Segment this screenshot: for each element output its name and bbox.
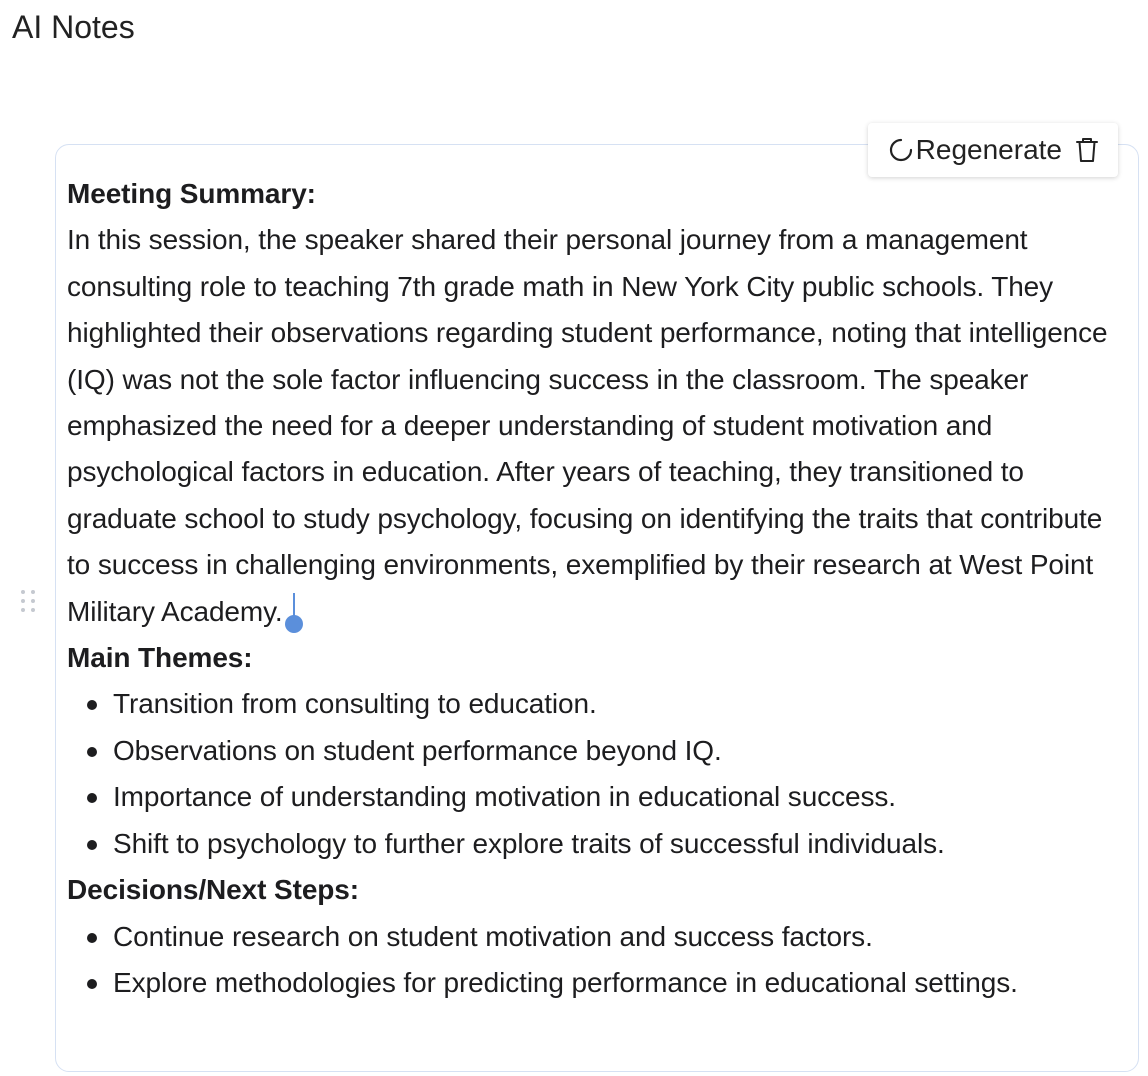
- list-item: Observations on student performance beyond IQ.: [87, 728, 1130, 774]
- note-content[interactable]: [67, 171, 1130, 1006]
- themes-heading: Main Themes:: [67, 642, 253, 674]
- drag-handle-icon[interactable]: [18, 590, 38, 620]
- note-toolbar: [868, 123, 1118, 177]
- list-item: Shift to psychology to further explore traits of successful individuals.: [87, 821, 1130, 867]
- summary-paragraph: [67, 217, 1130, 635]
- themes-list: [67, 681, 1130, 867]
- list-item: Explore methodologies for predicting performance in educational settings.: [87, 960, 1130, 1006]
- summary-heading: Meeting Summary:: [67, 178, 316, 209]
- next-steps-heading: Decisions/Next Steps:: [67, 874, 359, 906]
- list-item: Continue research on student motivation and success factors.: [87, 914, 1130, 960]
- page-title: AI Notes: [12, 9, 135, 45]
- text-cursor-handle[interactable]: [283, 599, 305, 629]
- regenerate-button[interactable]: [888, 136, 1062, 164]
- refresh-icon: [888, 137, 914, 163]
- list-item: Transition from consulting to education.: [87, 681, 1130, 727]
- list-item: Importance of understanding motivation in educational success.: [87, 774, 1130, 820]
- next-steps-list: [67, 914, 1130, 1007]
- delete-button[interactable]: [1074, 136, 1100, 164]
- note-card: [55, 134, 1139, 1072]
- summary-text: In this session, the speaker shared their personal journey from a management consulting role to teaching 7th grade math in New York City public schools. They highlighted their observations regarding student performance, noting that intelligence (IQ) was not the sole factor influencing success in the classroom. The speaker emphasized the need for a deeper understanding of student motivation and psychological factors in education. After years of teaching, they transitioned to graduate school to study psychology, focusing on identifying the traits that contribute to success in challenging environments, exemplified by their research at West Point Military Academy.: [67, 224, 1108, 627]
- trash-icon: [1074, 136, 1100, 164]
- regenerate-label: Regenerate: [915, 134, 1062, 165]
